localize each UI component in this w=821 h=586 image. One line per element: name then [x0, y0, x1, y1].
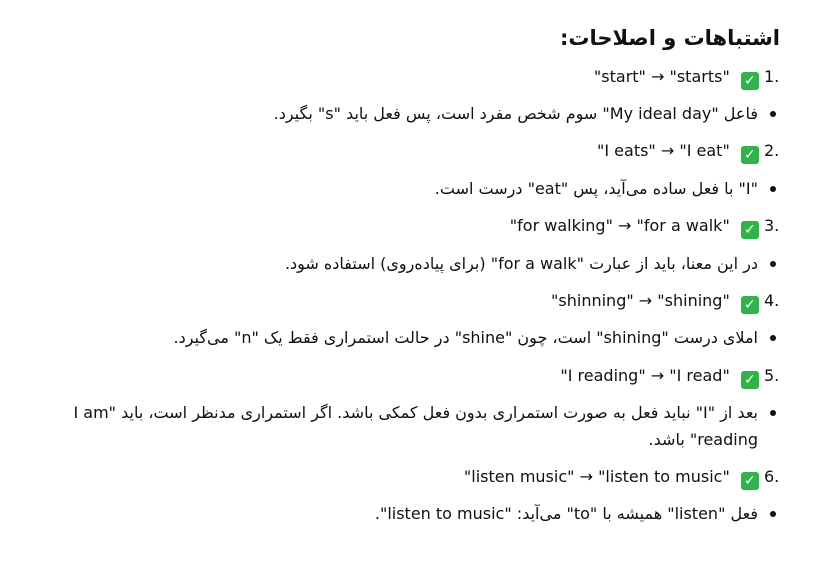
check-mark-icon: ✓ — [741, 221, 759, 239]
bullet-icon — [770, 186, 776, 192]
bullet-icon — [770, 261, 776, 267]
explanation-text: املای درست "shining" است، چون "shine" در حالت استمراری فقط یک "n" می‌گیرد. — [173, 328, 758, 348]
check-mark-icon: ✓ — [741, 472, 759, 490]
correction-text: "listen music" → "listen to music" — [463, 466, 730, 486]
correction-item-1 — [18, 64, 780, 90]
check-mark-icon: ✓ — [741, 72, 759, 90]
check-mark-icon: ✓ — [741, 371, 759, 389]
correction-item-2 — [18, 138, 780, 164]
explanation-item-4 — [18, 325, 780, 351]
corrections-panel — [18, 18, 780, 539]
explanation-item-1 — [18, 101, 780, 127]
bullet-icon — [770, 511, 776, 517]
item-number: 2. — [764, 141, 780, 161]
explanation-item-2 — [18, 176, 780, 202]
explanation-text: بعد از "I" نباید فعل به صورت استمراری بدون فعل کمکی باشد. اگر استمراری مدنظر است، باید "I am reading" باشد. — [73, 403, 758, 449]
item-number: 5. — [764, 365, 780, 385]
item-number: 6. — [764, 466, 780, 486]
correction-text: "I reading" → "I read" — [560, 365, 730, 385]
item-number: 3. — [764, 216, 780, 236]
correction-item-5 — [18, 363, 780, 389]
page-title: اشتباهات و اصلاحات: — [559, 26, 780, 50]
bullet-icon — [770, 410, 776, 416]
explanation-item-5 — [18, 400, 780, 453]
explanation-text: "I" با فعل ساده می‌آید، پس "eat" درست است. — [434, 178, 758, 198]
correction-text: "for walking" → "for a walk" — [509, 216, 730, 236]
item-number: 1. — [764, 66, 780, 86]
item-number: 4. — [764, 290, 780, 310]
explanation-text: فاعل "My ideal day" سوم شخص مفرد است، پس فعل باید "s" بگیرد. — [273, 103, 758, 123]
explanation-text: در این معنا، باید از عبارت "for a walk" (برای پیاده‌روی) استفاده شود. — [284, 253, 758, 273]
correction-item-6 — [18, 464, 780, 490]
check-mark-icon: ✓ — [741, 296, 759, 314]
correction-item-4 — [18, 288, 780, 314]
correction-text: "I eats" → "I eat" — [597, 141, 730, 161]
correction-text: "start" → "starts" — [593, 66, 730, 86]
explanation-item-6 — [18, 501, 780, 527]
bullet-icon — [770, 335, 776, 341]
correction-item-3 — [18, 213, 780, 239]
explanation-item-3 — [18, 251, 780, 277]
bullet-icon — [770, 111, 776, 117]
correction-text: "shinning" → "shining" — [551, 290, 730, 310]
check-mark-icon: ✓ — [741, 146, 759, 164]
explanation-text: فعل "listen" همیشه با "to" می‌آید: "listen to music". — [374, 504, 758, 524]
